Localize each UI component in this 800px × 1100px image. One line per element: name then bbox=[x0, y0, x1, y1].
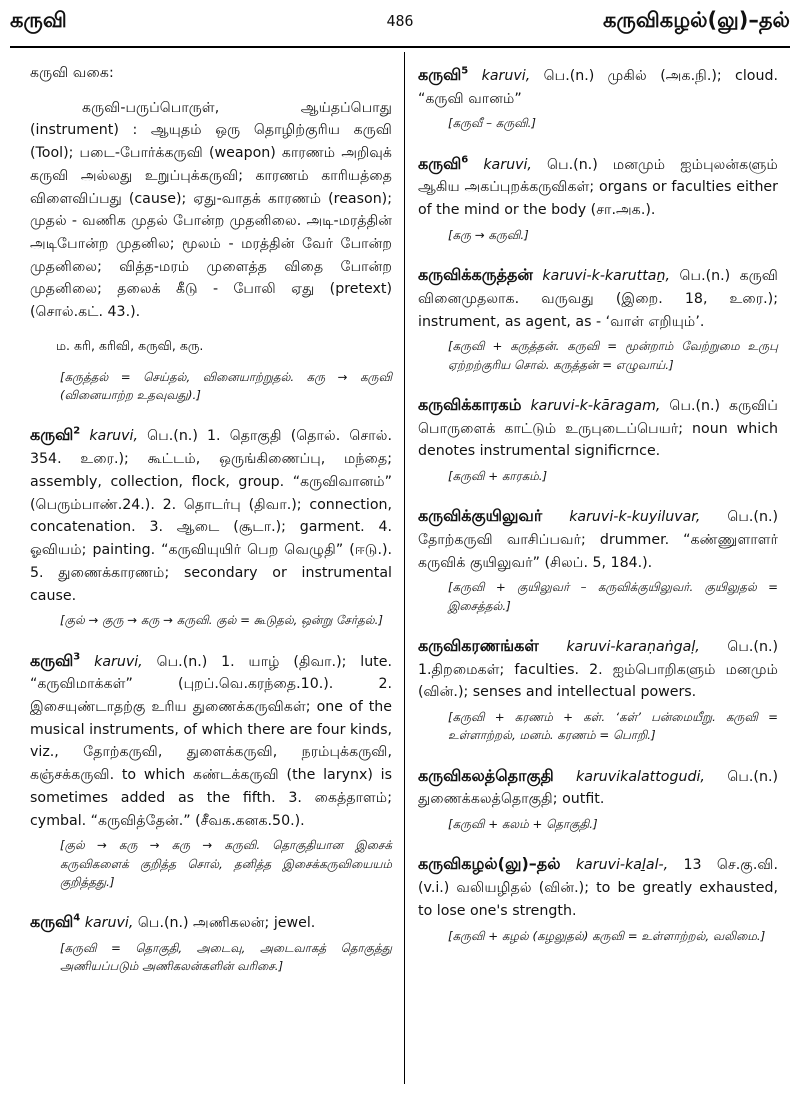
transliteration: karuvi, bbox=[89, 428, 138, 445]
entry-karuvi-6 bbox=[418, 151, 778, 222]
intro-body: கருவி-பருப்பொருள், ஆய்தப்பொது (instrument) : ஆயுதம் ஒரு தொழிற்குரிய கருவி (Tool); படை-போர்க்கருவி (weapon) காரணம் அறிவுக் கருவி அல்லது உறுப்புக்கருவி; காரணம் காரியத்தை விளைவிப்பது (cause); ஏது-வாதக் காரணம் (reason); முதல் - வணிக முதல் போன்ற முதனிலை. அடி-மரத்தின் அடிபோன்ற முதனில; மூலம் - மரத்தின் வேர் போன்ற முதனிலை; வித்த-மரம் முளைத்த விதை போன்ற முதனிலை; தலைக் கீடு - போலி ஏது (pretext) (சொல்.கட். 43.). bbox=[30, 99, 392, 321]
etymology-1: [கருத்தல் = செய்தல், வினையாற்றுதல். கரு → கருவி (வினையாற்ற உதவுவது).] bbox=[60, 369, 392, 403]
transliteration: karuvikalattogudi, bbox=[576, 768, 705, 785]
definition: 13 செ.கு.வி. (v.i.) வலியழிதல் (வின்.); to be greatly exhausted, to lose one's strength. bbox=[418, 857, 778, 919]
definition: பெ.(n.) 1. யாழ் (திவா.); lute. “கருவிமாக்கள்” (புறப்.வெ.கரந்தை.10.). 2. இசையுண்டாதற்கு உரிய துணைக்கருவிகள்; one of the musical instruments, of which there are four kinds, viz., தோற்கருவி, துளைக்கருவி, நரம்புக்கருவி, கஞ்சக்கருவி. to which கண்டக்கருவி (the larynx) is sometimes added as the fifth. 3. கைத்தாளம்; cymbal. “கருவித்தேன்.” (சீவக.கனக.50.). bbox=[30, 653, 392, 829]
header-rule bbox=[10, 46, 790, 48]
header-left-guideword: கருவி bbox=[10, 8, 67, 32]
cognates: ம. கரி, கரிவி, கருவி, கரு. bbox=[56, 337, 204, 353]
entry-karuvikaranangal bbox=[418, 633, 778, 704]
etymology-12: [கருவி + கழல் (கழலுதல்) கருவி = உள்ளாற்றல், வலிமை.] bbox=[448, 928, 766, 943]
header-right-guideword: கருவிகழல்(லு)–தல் bbox=[603, 8, 790, 32]
definition: பெ.(n.) தோற்கருவி வாசிப்பவர்; drummer. “கண்ணுளாளர் கருவிக் குயிலுவர்” (சிலப். 5, 184.). bbox=[418, 509, 778, 571]
headword: கருவிகலத்தொகுதி bbox=[418, 765, 554, 785]
entry-karuvikkaragam bbox=[418, 392, 778, 463]
headword: கருவிகரணங்கள் bbox=[418, 636, 539, 656]
page-header bbox=[10, 8, 790, 42]
left-column bbox=[30, 62, 392, 993]
transliteration: karuvi-k-kāragam, bbox=[530, 397, 661, 414]
etymology-9: [கருவி + குயிலுவர் – கருவிக்குயிலுவர். குயிலுதல் = இசைத்தல்.] bbox=[448, 580, 778, 613]
entry-karuvi-3 bbox=[30, 648, 392, 833]
etymology-4: [கருவி = தொகுதி, அடைவு, அடைவாகத் தொகுத்து அணியப்படும் அணிகலன்களின் வரிசை.] bbox=[60, 940, 392, 974]
headword: கருவிக்கருத்தன் bbox=[418, 265, 533, 285]
transliteration: karuvi, bbox=[481, 68, 531, 84]
headword: கருவிகழல்(லு)–தல் bbox=[418, 854, 561, 874]
transliteration: karuvi-k-karuttaṉ, bbox=[542, 268, 670, 285]
etymology-8: [கருவி + காரகம்.] bbox=[448, 469, 548, 484]
headword: கருவி$^6$ bbox=[418, 153, 469, 173]
entry-karuvikkaruttan bbox=[418, 262, 778, 333]
entry-karuvikkuyiluvar bbox=[418, 503, 778, 574]
definition: பெ.(n.) அணிகலன்; jewel. bbox=[137, 915, 316, 932]
entry-karuvikazhal bbox=[418, 851, 778, 922]
entry-karuvi-5 bbox=[418, 62, 778, 110]
column-divider bbox=[404, 52, 405, 1084]
etymology-5: [கருவீ – கருவி.] bbox=[448, 116, 537, 131]
definition: பெ.(n.) கருவிப் பொருளைக் காட்டும் உருபுடைப்பெயர்; noun which denotes instrumental significrnce. bbox=[418, 397, 778, 460]
entry-karuvi-4 bbox=[30, 909, 392, 935]
transliteration: karuvi-kaḻal-, bbox=[575, 857, 669, 874]
transliteration: karuvi, bbox=[94, 653, 143, 670]
headword: கருவி$^4$ bbox=[30, 912, 81, 932]
etymology-6: [கரு → கருவி.] bbox=[448, 227, 529, 242]
etymology-3: [குல் → கரு → கரு → கருவி. தொகுதியான இசைக் கருவிகளைக் குறித்த சொல், தனித்த இசைக்கருவியையம் குறித்தது.] bbox=[60, 838, 392, 889]
definition: பெ.(n.) 1. தொகுதி (தொல். சொல். 354. உரை.); கூட்டம், ஒருங்கிணைப்பு, மந்தை; assembly, collection, flock, group. “கருவிவானம்” (பெரும்பாண்.24.). 2. தொடர்பு (திவா.); connection, concatenation. 3. ஆடை (சூடா.); garment. 4. ஓவியம்; painting. “கருவியுயிர் பெற வெழுதி” (ஈடு.). 5. துணைக்காரணம்; secondary or instrumental cause. bbox=[30, 428, 393, 604]
right-column bbox=[418, 62, 778, 963]
transliteration: karuvi-k-kuyiluvar, bbox=[569, 509, 701, 526]
definition: பெ.(n.) முகில் (அக.நி.); cloud. “கருவி வானம்” bbox=[418, 68, 778, 107]
etymology-10: [கருவி + கரணம் + கள். ‘கள்’ பன்மையீறு. கருவி = உள்ளாற்றல், மனம். கரணம் = பொறி.] bbox=[448, 710, 778, 743]
headword: கருவி$^5$ bbox=[418, 65, 469, 84]
intro-title: கருவி வகை: bbox=[30, 65, 114, 81]
page-number: 486 bbox=[386, 12, 414, 30]
definition: பெ.(n.) கருவி வினைமுதலாக. வருவது (இறை. 18, உரை.); instrument, as agent, as - ‘வாள் எறியும்’. bbox=[418, 268, 779, 330]
definition: பெ.(n.) 1.திறமைகள்; faculties. 2. ஐம்பொறிகளும் மனமும் (வின்.); senses and intellectual powers. bbox=[418, 639, 778, 701]
etymology-11: [கருவி + கலம் + தொகுதி.] bbox=[448, 817, 598, 832]
headword: கருவிக்குயிலுவர் bbox=[418, 506, 543, 526]
transliteration: karuvi, bbox=[483, 156, 532, 173]
headword: கருவி$^3$ bbox=[30, 650, 81, 670]
transliteration: karuvi-karaṇaṅgaḷ, bbox=[566, 639, 700, 656]
headword: கருவிக்காரகம் bbox=[418, 394, 522, 414]
entry-karuvikalattogudi bbox=[418, 763, 778, 811]
etymology-7: [கருவி + கருத்தன். கருவி = மூன்றாம் வேற்றுமை உருபு ஏற்றற்குரிய சொல். கருத்தன் = எழுவாய்.] bbox=[448, 339, 778, 372]
definition: பெ.(n.) மனமும் ஐம்புலன்களும் ஆகிய அகப்புறக்கருவிகள்; organs or faculties either of the mind or the body (சா.அக.). bbox=[418, 156, 778, 219]
headword: கருவி$^2$ bbox=[30, 425, 81, 445]
transliteration: karuvi, bbox=[84, 915, 134, 932]
etymology-2: [குல் → குரு → கரு → கருவி. குல் = கூடுதல், ஒன்று சேர்தல்.] bbox=[60, 613, 383, 628]
entry-karuvi-2 bbox=[30, 422, 392, 607]
definition: பெ.(n.) துணைக்கலத்தொகுதி; outfit. bbox=[418, 768, 778, 808]
